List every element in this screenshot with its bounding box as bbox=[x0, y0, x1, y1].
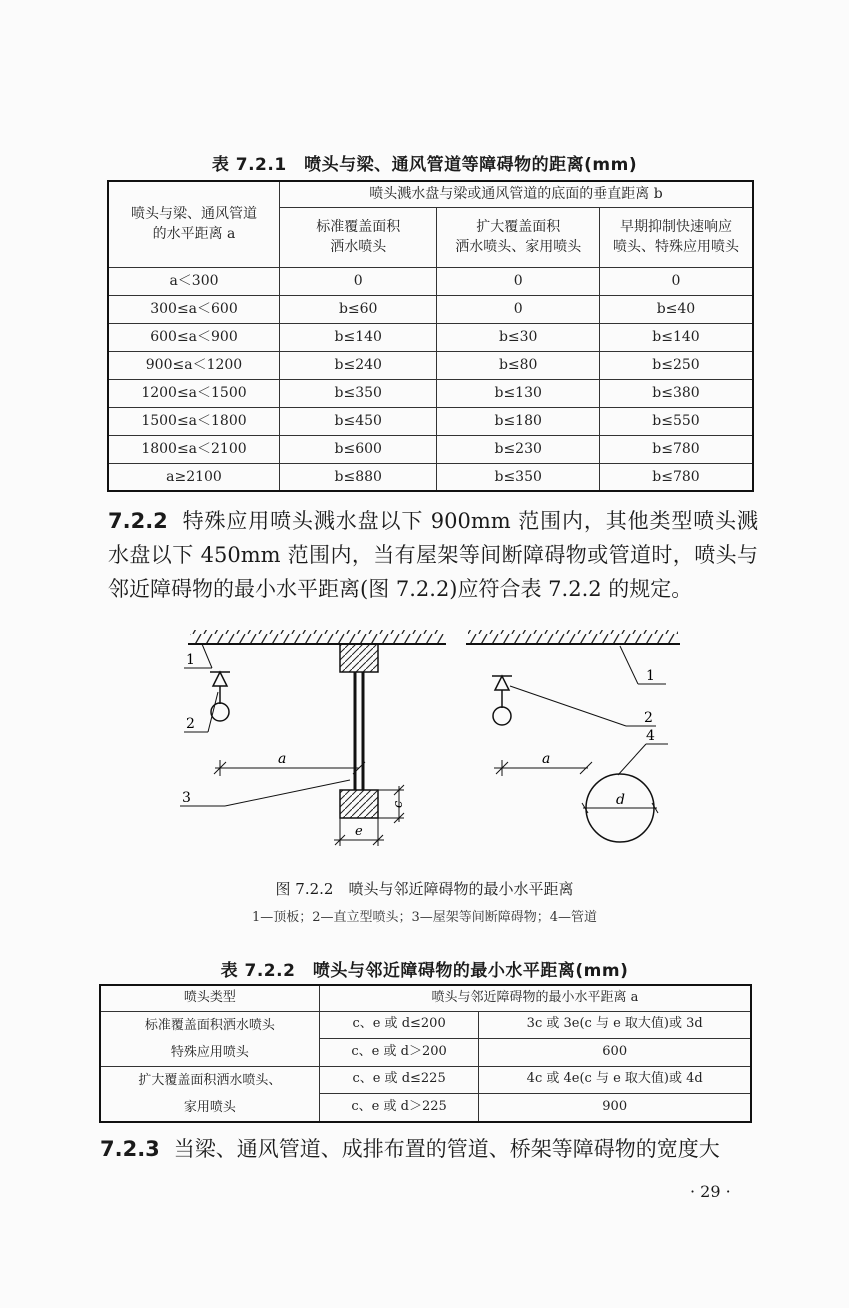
dim-e-label: e bbox=[355, 824, 363, 839]
figure-7-2-2 bbox=[170, 620, 690, 860]
table-row: c、e 或 d＞225 900 bbox=[100, 1094, 751, 1122]
truss-bottom-chord bbox=[340, 790, 378, 818]
figure-caption: 图 7.2.2 喷头与邻近障碍物的最小水平距离 bbox=[275, 880, 574, 898]
table-row: 1500≤a＜1800 b≤450 b≤180 b≤550 bbox=[108, 407, 753, 435]
table-row: 600≤a＜900 b≤140 b≤30 b≤140 bbox=[108, 323, 753, 351]
header-horizontal-distance: 喷头与梁、通风管道 的水平距离 a bbox=[108, 181, 279, 267]
table-row: 标准覆盖面积洒水喷头 特殊应用喷头 c、e 或 d≤200 3c 或 3e(c 与 e 取大值)或 3d bbox=[100, 1011, 751, 1039]
label-1: 1 bbox=[186, 652, 195, 668]
ceiling-left bbox=[188, 630, 446, 644]
table-row: 1800≤a＜2100 b≤600 b≤230 b≤780 bbox=[108, 435, 753, 463]
table-row: 300≤a＜600 b≤60 0 b≤40 bbox=[108, 295, 753, 323]
table-row: c、e 或 d＞200 600 bbox=[100, 1039, 751, 1067]
type-extended-residential: 扩大覆盖面积洒水喷头、 家用喷头 bbox=[100, 1066, 319, 1122]
pipe bbox=[582, 774, 658, 842]
header-min-horizontal-distance: 喷头与邻近障碍物的最小水平距离 a bbox=[319, 985, 751, 1011]
table-row: 扩大覆盖面积洒水喷头、 家用喷头 c、e 或 d≤225 4c 或 4e(c 与 e 取大值)或 4d bbox=[100, 1066, 751, 1094]
upright-sprinkler-right bbox=[492, 676, 512, 725]
table-row: 900≤a＜1200 b≤240 b≤80 b≤250 bbox=[108, 351, 753, 379]
type-standard-special: 标准覆盖面积洒水喷头 特殊应用喷头 bbox=[100, 1011, 319, 1066]
paragraph-text: 特殊应用喷头溅水盘以下 900mm 范围内，其他类型喷头溅水盘以下 450mm 范围内，当有屋架等间断障碍物或管道时，喷头与邻近障碍物的最小水平距离(图 7.2.2)应符合表 7.2.2 的规定。 bbox=[108, 509, 758, 601]
label-2-right: 2 bbox=[644, 710, 653, 726]
dim-a-label: a bbox=[278, 751, 287, 767]
label-2: 2 bbox=[186, 716, 195, 732]
dim-c-label: c bbox=[391, 800, 406, 808]
label-1-right: 1 bbox=[646, 668, 655, 684]
header-vertical-distance: 喷头溅水盘与梁或通风管道的底面的垂直距离 b bbox=[279, 181, 753, 207]
table-7-2-2 bbox=[99, 984, 752, 1123]
dimension-a-left bbox=[214, 760, 365, 776]
label-3: 3 bbox=[182, 790, 191, 806]
figure-legend: 1—顶板；2—直立型喷头；3—屋架等间断障碍物；4—管道 bbox=[251, 910, 598, 925]
clause-number: 7.2.2 bbox=[108, 509, 168, 533]
table-row: 1200≤a＜1500 b≤350 b≤130 b≤380 bbox=[108, 379, 753, 407]
label-4: 4 bbox=[646, 728, 655, 744]
header-esfr: 早期抑制快速响应 喷头、特殊应用喷头 bbox=[599, 207, 753, 267]
header-extended-coverage: 扩大覆盖面积 洒水喷头、家用喷头 bbox=[437, 207, 599, 267]
header-sprinkler-type: 喷头类型 bbox=[100, 985, 319, 1011]
table-row: a≥2100 b≤880 b≤350 b≤780 bbox=[108, 463, 753, 491]
table-7-2-1 bbox=[107, 180, 754, 492]
table-7-2-2-title: 表 7.2.2 喷头与邻近障碍物的最小水平距离(mm) bbox=[220, 961, 629, 981]
clause-number: 7.2.3 bbox=[100, 1137, 160, 1161]
paragraph-7-2-2 bbox=[108, 504, 758, 606]
paragraph-7-2-3 bbox=[100, 1132, 760, 1166]
dim-a-right-label: a bbox=[542, 751, 551, 767]
table-row: a＜300 0 0 0 bbox=[108, 267, 753, 295]
header-standard-coverage: 标准覆盖面积 洒水喷头 bbox=[279, 207, 437, 267]
dim-d-label: d bbox=[616, 792, 625, 808]
page-number: · 29 · bbox=[690, 1182, 731, 1201]
truss-top-chord bbox=[340, 644, 378, 672]
ceiling-right bbox=[466, 630, 680, 644]
table-7-2-1-title: 表 7.2.1 喷头与梁、通风管道等障碍物的距离(mm) bbox=[211, 155, 638, 175]
paragraph-text: 当梁、通风管道、成排布置的管道、桥架等障碍物的宽度大 bbox=[173, 1137, 720, 1161]
